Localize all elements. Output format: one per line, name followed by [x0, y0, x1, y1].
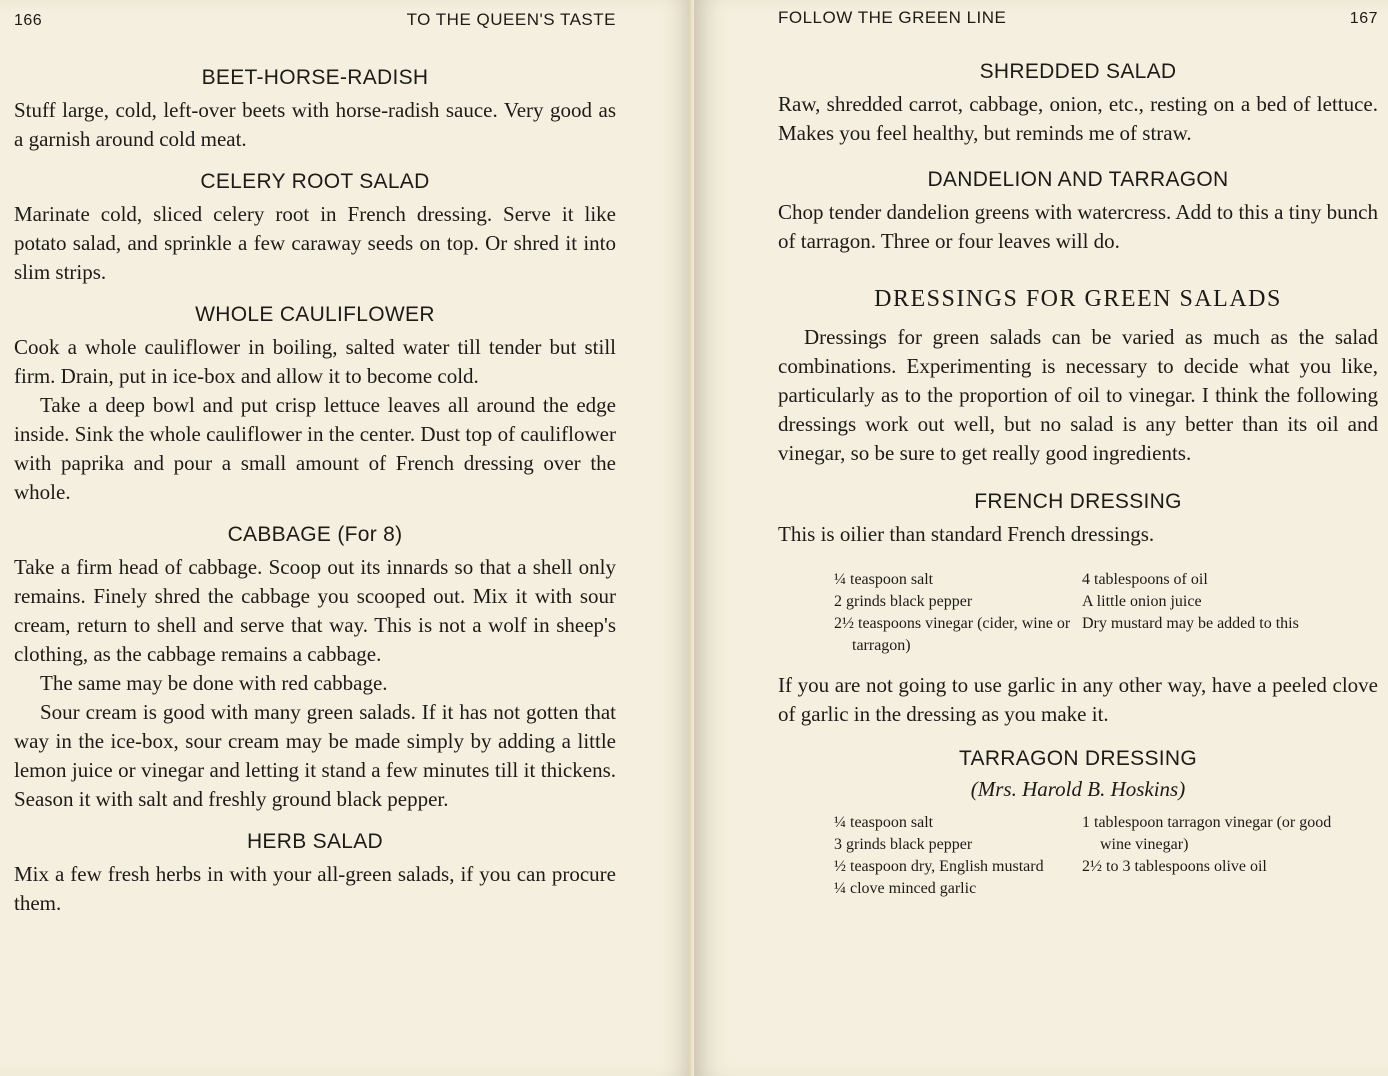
section-cabbage	[14, 523, 616, 814]
chapter-heading: DRESSINGS FOR GREEN SALADS	[874, 286, 1282, 312]
section-tarragon-dressing	[778, 747, 1378, 900]
ingredient-column	[1082, 812, 1342, 900]
paragraph: If you are not going to use garlic in any other way, have a peeled clove of garlic in the dressing as you make it.	[778, 673, 1378, 726]
paragraph: Dressings for green salads can be varied as much as the salad combinations. Experimenting is necessary to decide what you like, particularly as to the proportion of oil to vinegar. I think the following dressings work out well, but no salad is any better than its oil and vinegar, so be sure to get really good ingredients.	[778, 325, 1378, 465]
ingredient: 2½ teaspoons vinegar (cider, wine or tarragon)	[834, 615, 1071, 654]
section-dandelion-tarragon	[778, 168, 1378, 256]
section-title: WHOLE CAULIFLOWER	[195, 303, 435, 326]
attribution: (Mrs. Harold B. Hoskins)	[970, 777, 1186, 801]
paragraph: Chop tender dandelion greens with watercress. Add to this a tiny bunch of tarragon. Three or four leaves will do.	[778, 200, 1378, 253]
section-title: DANDELION AND TARRAGON	[927, 168, 1229, 191]
ingredient: ¼ teaspoon salt	[834, 814, 934, 831]
ingredient: 1 tablespoon tarragon vinegar (or good wine vinegar)	[1082, 814, 1332, 853]
section-title: FRENCH DRESSING	[974, 490, 1182, 513]
ingredient: ¼ clove minced garlic	[834, 880, 977, 897]
running-header-right	[778, 8, 1378, 48]
paragraph: Take a deep bowl and put crisp lettuce leaves all around the edge inside. Sink the whole cauliflower in the center. Dust top of cauliflower with paprika and pour a small amount of French dressing over the whole.	[14, 393, 616, 504]
paragraph: The same may be done with red cabbage.	[40, 671, 388, 695]
ingredient: A little onion juice	[1082, 593, 1202, 610]
section-title: CABBAGE (For 8)	[227, 523, 403, 546]
paragraph: Marinate cold, sliced celery root in French dressing. Serve it like potato salad, and sprinkle a few caraway seeds on top. Or shred it into slim strips.	[14, 202, 616, 284]
section-dressings	[778, 286, 1378, 468]
ingredient-list	[834, 812, 1378, 900]
section-french-dressing	[778, 490, 1378, 729]
right-page	[694, 0, 1388, 1076]
paragraph: Stuff large, cold, left-over beets with horse-radish sauce. Very good as a garnish around cold meat.	[14, 98, 616, 151]
section-beet-horse-radish	[14, 66, 616, 154]
ingredient: 3 grinds black pepper	[834, 836, 973, 853]
paragraph: Take a firm head of cabbage. Scoop out its innards so that a shell only remains. Finely shred the cabbage you scooped out. Mix it with sour cream, return to shell and serve that way. This is not a wolf in sheep's clothing, as the cabbage remains a cabbage.	[14, 555, 616, 666]
section-title: CELERY ROOT SALAD	[200, 170, 430, 193]
section-title: BEET-HORSE-RADISH	[201, 66, 429, 89]
paragraph: Cook a whole cauliflower in boiling, salted water till tender but still firm. Drain, put in ice-box and allow it to become cold.	[14, 335, 616, 388]
ingredient: 2½ to 3 tablespoons olive oil	[1082, 858, 1267, 875]
ingredient-list	[834, 569, 1378, 657]
section-whole-cauliflower	[14, 303, 616, 507]
paragraph: This is oilier than standard French dressings.	[778, 522, 1155, 546]
running-head: FOLLOW THE GREEN LINE	[778, 8, 1007, 27]
ingredient-column	[1082, 569, 1342, 657]
section-title: TARRAGON DRESSING	[958, 747, 1198, 770]
section-title: HERB SALAD	[246, 830, 384, 853]
section-shredded-salad	[778, 60, 1378, 148]
section-herb-salad	[14, 830, 616, 918]
ingredient-column	[834, 812, 1082, 900]
running-head: TO THE QUEEN'S TASTE	[406, 10, 616, 29]
section-title: SHREDDED SALAD	[979, 60, 1177, 83]
running-header-left	[14, 10, 616, 50]
ingredient: ¼ teaspoon salt	[834, 571, 934, 588]
section-celery-root-salad	[14, 170, 616, 287]
paragraph: Mix a few fresh herbs in with your all-green salads, if you can procure them.	[14, 862, 616, 915]
paragraph: Raw, shredded carrot, cabbage, onion, etc., resting on a bed of lettuce. Makes you feel healthy, but reminds me of straw.	[778, 92, 1378, 145]
page-number: 167	[1349, 10, 1378, 27]
ingredient: Dry mustard may be added to this	[1082, 615, 1299, 632]
ingredient-column	[834, 569, 1082, 657]
ingredient: 2 grinds black pepper	[834, 593, 973, 610]
page-number: 166	[14, 12, 43, 29]
ingredient: 4 tablespoons of oil	[1082, 571, 1208, 588]
ingredient: ½ teaspoon dry, English mustard	[834, 858, 1044, 875]
paragraph: Sour cream is good with many green salads. If it has not gotten that way in the ice-box, sour cream may be made simply by adding a little lemon juice or vinegar and letting it stand a few minutes till it thickens. Season it with salt and freshly ground black pepper.	[14, 700, 616, 811]
